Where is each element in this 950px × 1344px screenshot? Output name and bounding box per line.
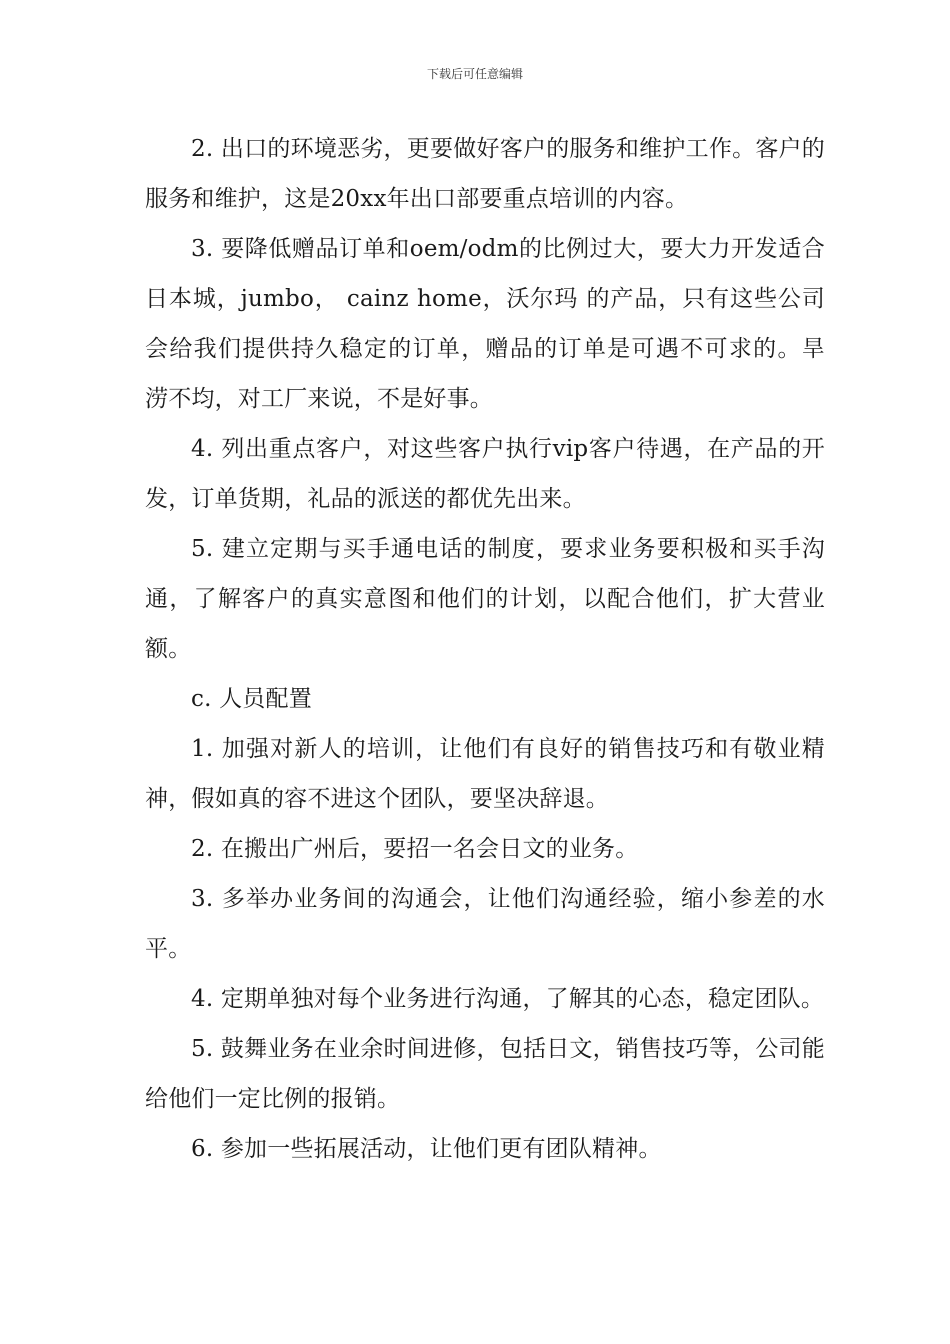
paragraph-communication-meetings: 3. 多举办业务间的沟通会，让他们沟通经验，缩小参差的水平。 [145,886,825,962]
paragraph-reduce-gift-orders: 3. 要降低赠品订单和oem/odm的比例过大，要大力开发适合日本城，jumbo， cainz home，沃尔玛 的产品，只有这些公司会给我们提供持久稳定的订单，赠品的订单是可遇不可求的。旱 涝不均，对工厂来说，不是好事。 [145,236,825,412]
paragraph-hire-japanese: 2. 在搬出广州后，要招一名会日文的业务。 [191,836,639,862]
paragraph-export-service: 2. 出口的环境恶劣，更要做好客户的服务和维护工作。客户的服务和维护，这是20xx年出口部要重点培训的内容。 [145,136,825,212]
page-header-note: 下载后可任意编辑 [426,67,523,81]
paragraph-buyer-calls: 5. 建立定期与买手通电话的制度，要求业务要积极和买手沟通，了解客户的真实意图和他们的计划，以配合他们，扩大营业额。 [145,536,825,662]
paragraph-key-customers: 4. 列出重点客户，对这些客户执行vip客户待遇，在产品的开发，订单货期，礼品的派送的都优先出来。 [145,436,825,512]
paragraph-training: 1. 加强对新人的培训，让他们有良好的销售技巧和有敬业精神，假如真的容不进这个团队，要坚决辞退。 [145,736,825,812]
section-heading-staffing: c. 人员配置 [191,686,312,712]
paragraph-further-study: 5. 鼓舞业务在业余时间进修，包括日文，销售技巧等，公司能给他们一定比例的报销。 [145,1036,825,1112]
paragraph-individual-talks: 4. 定期单独对每个业务进行沟通，了解其的心态，稳定团队。 [191,986,825,1012]
document-body [145,124,825,1174]
paragraph-team-activities: 6. 参加一些拓展活动，让他们更有团队精神。 [191,1136,662,1162]
